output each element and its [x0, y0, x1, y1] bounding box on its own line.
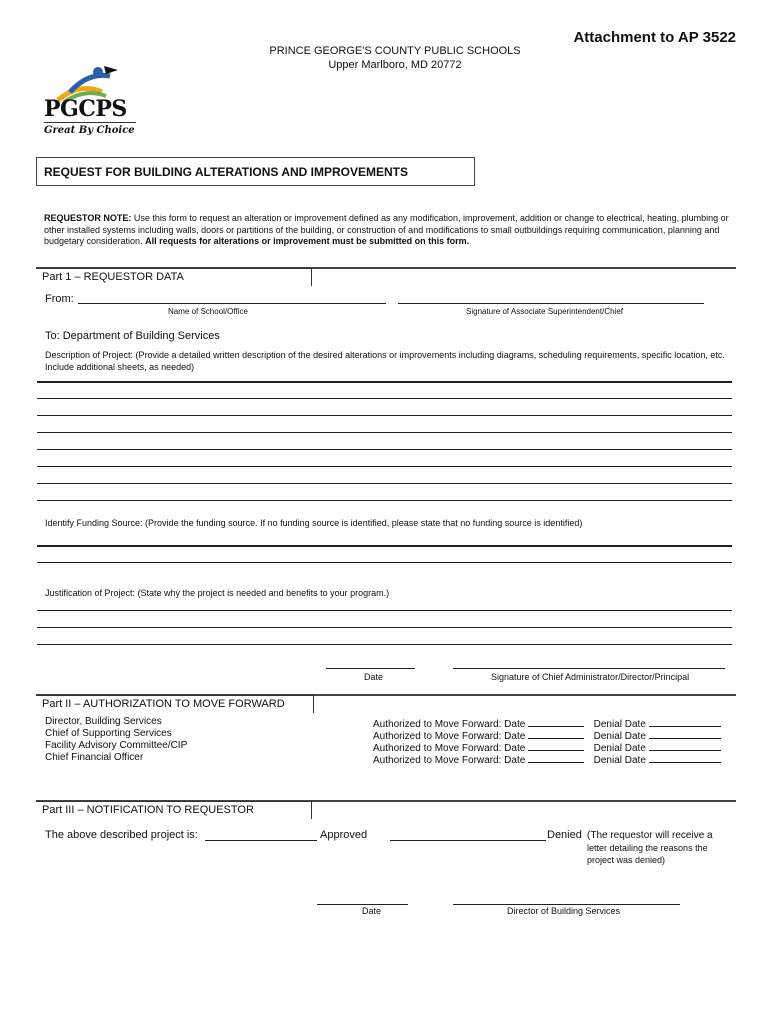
- justification-line[interactable]: [37, 644, 732, 645]
- requestor-note-bold: All requests for alterations or improvement must be submitted on this form.: [145, 236, 470, 246]
- authorization-date-field[interactable]: [528, 728, 584, 739]
- attachment-label: Attachment to AP 3522: [573, 29, 736, 46]
- from-label: From:: [45, 293, 74, 305]
- description-line[interactable]: [37, 432, 732, 433]
- denial-label: Denial Date: [593, 743, 646, 754]
- project-status-statement: The above described project is:: [45, 829, 198, 841]
- authorization-label: Authorized to Move Forward: Date: [373, 755, 526, 766]
- form-title: REQUEST FOR BUILDING ALTERATIONS AND IMPROVEMENTS: [36, 157, 475, 186]
- description-line[interactable]: [37, 381, 732, 383]
- denied-field[interactable]: [390, 840, 546, 841]
- part1-signature-caption: Signature of Chief Administrator/Director/Principal: [491, 672, 690, 682]
- requestor-note-label: REQUESTOR NOTE:: [44, 213, 132, 223]
- authorization-label: Authorized to Move Forward: Date: [373, 731, 526, 742]
- denial-date-field[interactable]: [649, 740, 721, 751]
- part1-date-caption: Date: [364, 672, 384, 682]
- authorization-date-field[interactable]: [528, 716, 584, 727]
- part1-date-field[interactable]: [326, 668, 415, 669]
- denial-label: Denial Date: [593, 731, 646, 742]
- authorization-row: [45, 752, 143, 763]
- part1-title: Part 1 – REQUESTOR DATA: [36, 268, 312, 286]
- pgcps-logo: [40, 62, 140, 142]
- authorization-label: Authorized to Move Forward: Date: [373, 743, 526, 754]
- denied-label: Denied: [547, 829, 582, 841]
- description-line[interactable]: [37, 415, 732, 416]
- authorization-date-field[interactable]: [528, 740, 584, 751]
- authorization-label: Authorized to Move Forward: Date: [373, 719, 526, 730]
- justification-line[interactable]: [37, 610, 732, 611]
- denial-date-field[interactable]: [649, 752, 721, 763]
- part3-date-caption: Date: [362, 906, 382, 916]
- denied-note-line: letter detailing the reasons the: [587, 843, 708, 853]
- from-signature-field[interactable]: [398, 303, 704, 304]
- funding-line[interactable]: [37, 545, 732, 547]
- authorization-role: Chief of Supporting Services: [45, 728, 172, 739]
- funding-prompt: Identify Funding Source: (Provide the funding source. If no funding source is identified, please state that no funding source is identified): [45, 518, 583, 528]
- description-line[interactable]: [37, 398, 732, 399]
- funding-line[interactable]: [37, 562, 732, 563]
- denied-note-line: project was denied): [587, 855, 666, 865]
- to-line: To: Department of Building Services: [45, 330, 220, 342]
- part1-signature-field[interactable]: [453, 668, 725, 669]
- denial-label: Denial Date: [593, 755, 646, 766]
- justification-prompt: Justification of Project: (State why the project is needed and benefits to your program.): [45, 588, 390, 598]
- from-caption-left: Name of School/Office: [168, 307, 248, 316]
- part2-title: Part II – AUTHORIZATION TO MOVE FORWARD: [36, 695, 314, 713]
- from-caption-right: Signature of Associate Superintendent/Chief: [466, 307, 623, 316]
- part3-date-field[interactable]: [317, 904, 408, 905]
- logo-tagline: Great By Choice: [44, 125, 135, 136]
- part3-signature-field[interactable]: [453, 904, 680, 905]
- approved-field[interactable]: [205, 840, 317, 841]
- district-address: Upper Marlboro, MD 20772: [328, 59, 462, 71]
- authorization-row: [45, 728, 172, 739]
- denied-note-line: (The requestor will receive a: [587, 830, 713, 841]
- part3-signature-caption: Director of Building Services: [507, 906, 621, 916]
- denial-date-field[interactable]: [649, 716, 721, 727]
- denial-label: Denial Date: [593, 719, 646, 730]
- authorization-date-field[interactable]: [528, 752, 584, 763]
- description-prompt: Description of Project: (Provide a detailed written description of the desired alterations or improvements including diagrams, scheduling requirements, specific location, etc. Include additional sheets, as needed): [45, 350, 725, 372]
- authorization-row: [45, 716, 162, 727]
- description-line[interactable]: [37, 483, 732, 484]
- logo-name: PGCPS: [44, 96, 127, 122]
- justification-line[interactable]: [37, 627, 732, 628]
- denial-date-field[interactable]: [649, 728, 721, 739]
- approved-label: Approved: [320, 829, 368, 841]
- from-name-field[interactable]: [78, 303, 386, 304]
- description-line[interactable]: [37, 500, 732, 501]
- description-line[interactable]: [37, 449, 732, 450]
- authorization-row: [45, 740, 187, 751]
- description-line[interactable]: [37, 466, 732, 467]
- authorization-role: Chief Financial Officer: [45, 752, 144, 763]
- authorization-row: [373, 752, 721, 766]
- district-name: PRINCE GEORGE'S COUNTY PUBLIC SCHOOLS: [269, 45, 521, 57]
- requestor-note: [44, 213, 734, 248]
- denied-note: [587, 830, 713, 866]
- part3-title: Part III – NOTIFICATION TO REQUESTOR: [36, 801, 312, 819]
- authorization-role: Facility Advisory Committee/CIP: [45, 740, 188, 751]
- authorization-role: Director, Building Services: [45, 716, 162, 727]
- requestor-note-text: Use this form to request an alteration or improvement defined as any modification, improvement, addition or change to electrical, heating, plumbing or other installed systems including walls, doors or partitions of the building, or construction of and modifications to small outbuildings requiring communication, planning and budgetary consideration.: [44, 213, 729, 246]
